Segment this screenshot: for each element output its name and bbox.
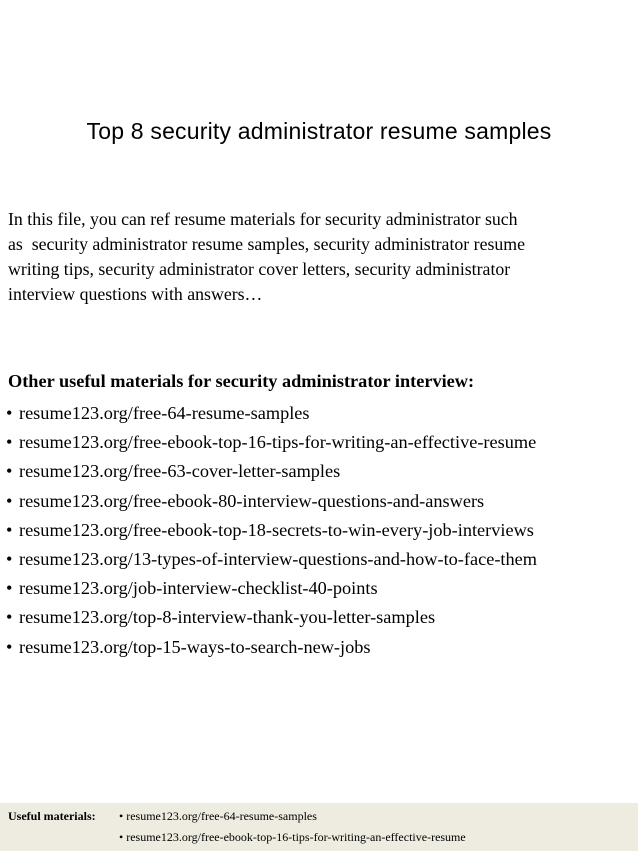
bullet-icon: • [119, 809, 124, 823]
material-link[interactable]: resume123.org/free-ebook-80-interview-questions-and-answers [18, 490, 485, 511]
material-link[interactable]: resume123.org/free-63-cover-letter-samples [18, 461, 341, 482]
bullet-icon: • [6, 519, 13, 540]
footer-item [119, 809, 317, 824]
bullet-icon: • [6, 548, 13, 569]
intro-line: writing tips, security administrator cover letters, security administrator [8, 259, 511, 279]
bullet-icon: • [119, 830, 124, 844]
bullet-icon: • [6, 578, 13, 599]
list-item [6, 633, 537, 662]
footer-label-text: Useful materials [8, 809, 92, 823]
page-title: Top 8 security administrator resume samples [86, 118, 552, 144]
intro-line: interview questions with answers… [8, 284, 263, 304]
list-item [6, 574, 537, 603]
intro-line: In this file, you can ref resume materials for security administrator such [8, 209, 518, 229]
bullet-icon: • [6, 461, 13, 482]
material-link[interactable]: resume123.org/13-types-of-interview-questions-and-how-to-face-them [18, 548, 537, 569]
footer-link[interactable]: resume123.org/free-ebook-top-16-tips-for-writing-an-effective-resume [126, 830, 466, 844]
bullet-icon: • [6, 432, 13, 453]
bullet-icon: • [6, 636, 13, 657]
footer-label [8, 809, 96, 824]
list-item [6, 457, 537, 486]
material-link[interactable]: resume123.org/top-15-ways-to-search-new-jobs [18, 636, 371, 657]
list-item [6, 545, 537, 574]
bullet-icon: • [6, 403, 13, 423]
footer-item [119, 830, 466, 845]
list-item [6, 428, 537, 457]
material-link[interactable]: resume123.org/top-8-interview-thank-you-letter-samples [18, 607, 436, 628]
material-link[interactable]: resume123.org/free-ebook-top-16-tips-for-writing-an-effective-resume [18, 432, 537, 453]
intro-line: as security administrator resume samples, security administrator resume [8, 234, 525, 254]
intro-paragraph [8, 207, 632, 307]
list-item [6, 487, 537, 516]
footer-label-colon: : [91, 809, 96, 823]
footer-bar [0, 803, 638, 851]
material-link[interactable]: resume123.org/free-64-resume-samples [18, 403, 310, 423]
material-link[interactable]: resume123.org/free-ebook-top-18-secrets-to-win-every-job-interviews [18, 519, 534, 540]
materials-heading: Other useful materials for security administrator interview: [8, 371, 475, 391]
bullet-icon: • [6, 607, 13, 628]
bullet-icon: • [6, 490, 13, 511]
list-item [6, 516, 537, 545]
footer-link[interactable]: resume123.org/free-64-resume-samples [126, 809, 317, 823]
material-link[interactable]: resume123.org/job-interview-checklist-40-points [18, 578, 378, 599]
materials-list [6, 399, 537, 662]
list-item [6, 399, 537, 428]
list-item [6, 603, 537, 632]
